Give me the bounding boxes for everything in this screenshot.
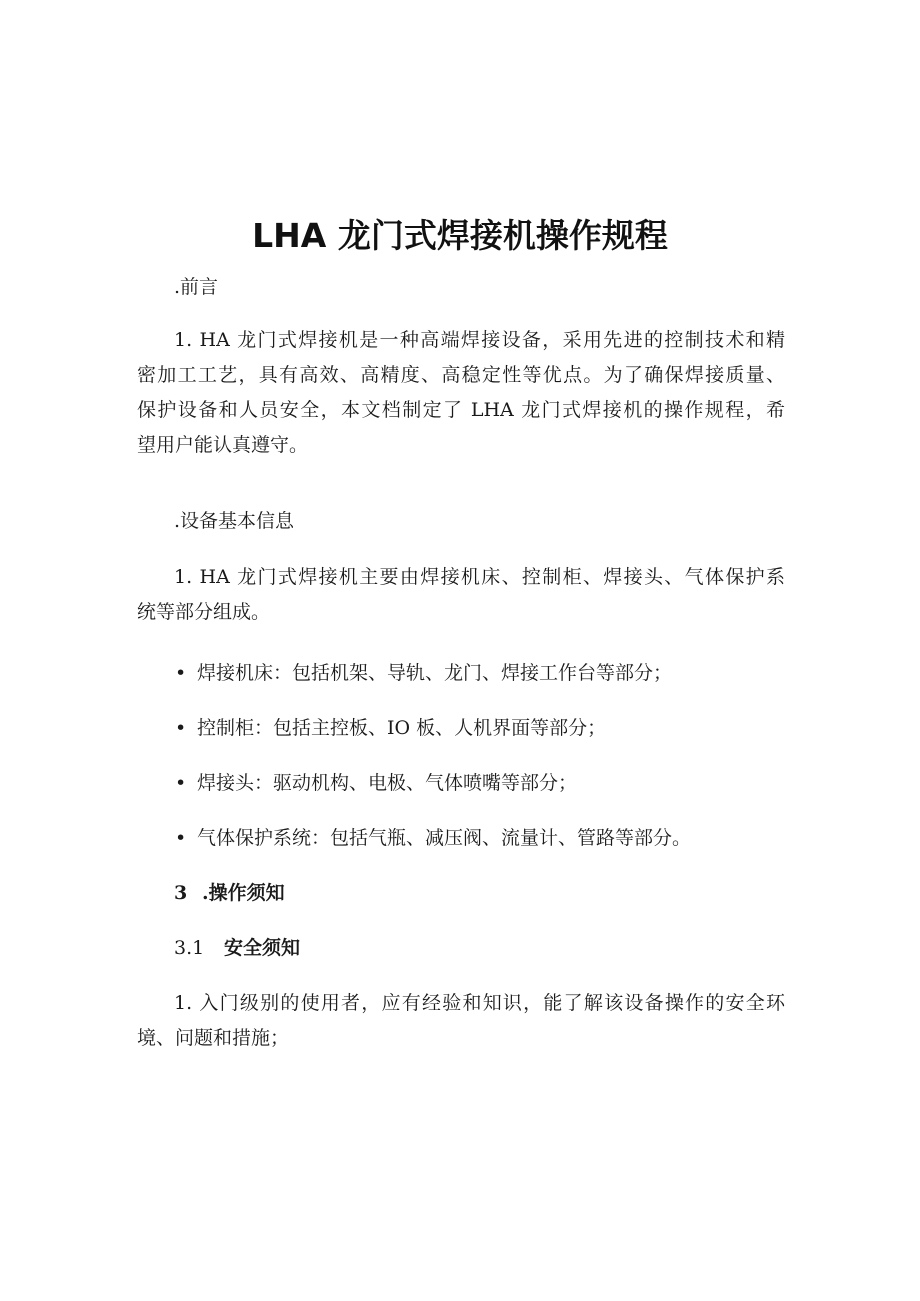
document-title: LHA 龙门式焊接机操作规程	[252, 216, 668, 255]
safety-paragraph	[137, 986, 785, 1056]
safety-heading	[174, 935, 300, 961]
bullet-text: 焊接机床：包括机架、导轨、龙门、焊接工作台等部分；	[197, 662, 673, 684]
bullet-text: 控制柜：包括主控板、IO 板、人机界面等部分；	[197, 717, 607, 739]
bullet-marker: •	[175, 662, 187, 684]
bullet-text: 焊接头：驱动机构、电极、气体喷嘴等部分；	[197, 772, 578, 794]
equipment-paragraph	[137, 560, 785, 630]
operation-number: 3	[174, 882, 188, 904]
operation-title: .操作须知	[202, 882, 285, 904]
paragraph-line: 1. 入门级别的使用者，应有经验和知识，能了解该设备操作的安全环	[174, 992, 785, 1014]
bullet-marker: •	[175, 717, 187, 739]
preface-paragraph	[137, 323, 785, 463]
bullet-item	[175, 715, 606, 741]
paragraph-line: 1. HA 龙门式焊接机主要由焊接机床、控制柜、焊接头、气体保护系	[174, 566, 785, 588]
bullet-marker: •	[175, 772, 187, 794]
paragraph-line: 保护设备和人员安全，本文档制定了 LHA 龙门式焊接机的操作规程，希	[137, 399, 785, 421]
safety-number: 3.1	[174, 937, 205, 959]
operation-heading	[174, 880, 285, 906]
paragraph-line: 1. HA 龙门式焊接机是一种高端焊接设备，采用先进的控制技术和精	[174, 329, 785, 351]
paragraph-line: 境、问题和措施；	[137, 1027, 290, 1049]
bullet-item	[175, 660, 672, 686]
bullet-item	[175, 825, 691, 851]
paragraph-line: 望用户能认真遵守。	[137, 434, 309, 456]
paragraph-line: 密加工工艺，具有高效、高精度、高稳定性等优点。为了确保焊接质量、	[137, 364, 785, 386]
paragraph-line: 统等部分组成。	[137, 601, 271, 623]
bullet-marker: •	[175, 827, 187, 849]
equipment-heading: .设备基本信息	[174, 510, 295, 532]
bullet-item	[175, 770, 577, 796]
preface-heading: .前言	[174, 276, 219, 298]
safety-title: 安全须知	[224, 937, 301, 959]
bullet-text: 气体保护系统：包括气瓶、减压阀、流量计、管路等部分。	[197, 827, 692, 849]
